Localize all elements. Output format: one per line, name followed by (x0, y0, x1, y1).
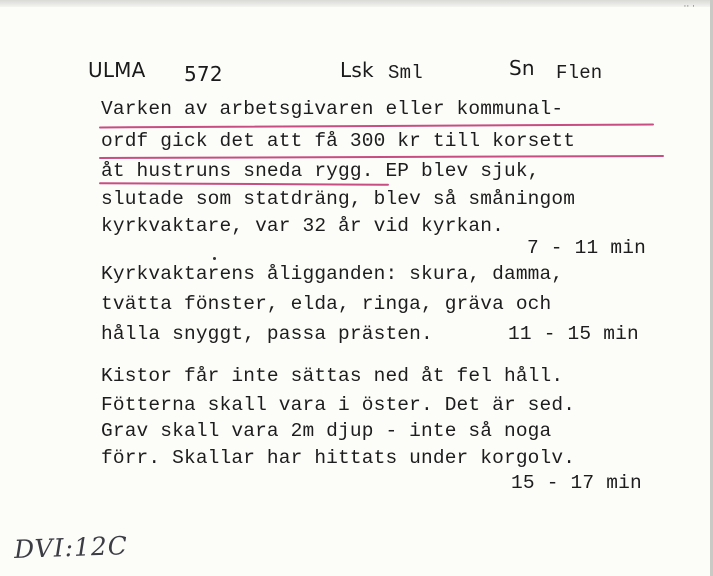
top-right-mark: ·· · (683, 2, 695, 12)
red-underline-2 (99, 155, 664, 159)
landskap-label: Lsk (340, 58, 374, 82)
handwritten-reference: DVI:12C (13, 531, 129, 564)
text-line-11: Grav skall vara 2m djup - inte så noga (101, 420, 552, 442)
stray-dot (213, 257, 216, 260)
text-line-10: Fötterna skall vara i öster. Det är sed. (101, 394, 576, 416)
landskap-value: Sml (388, 62, 423, 84)
text-line-8: hålla snyggt, passa prästen. (101, 323, 433, 345)
socken-value: Flen (556, 62, 603, 84)
card-top-edge (0, 0, 713, 7)
time-range-1: 7 - 11 min (527, 237, 647, 259)
time-range-2: 11 - 15 min (508, 323, 639, 345)
red-underline-3 (99, 182, 389, 186)
time-range-3: 15 - 17 min (511, 472, 642, 494)
text-line-5: kyrkvaktare, var 32 år vid kyrkan. (101, 215, 504, 237)
text-line-3: åt hustruns sneda rygg. EP blev sjuk, (101, 160, 540, 182)
archive-number: 572 (184, 62, 223, 86)
text-line-12: förr. Skallar har hittats under korgolv. (101, 447, 576, 469)
text-line-6: Kyrkvaktarens åligganden: skura, damma, (101, 263, 564, 285)
text-line-9: Kistor får inte sättas ned åt fel håll. (101, 365, 564, 387)
text-line-1: Varken av arbetsgivaren eller kommunal- (101, 98, 564, 120)
red-underline-1 (99, 124, 654, 129)
text-line-4: slutade som statdräng, blev så småningom (101, 188, 576, 210)
text-line-2: ordf gick det att få 300 kr till korsett (101, 130, 576, 152)
archive-code: ULMA (88, 58, 146, 82)
socken-label: Sn (509, 56, 535, 80)
text-line-7: tvätta fönster, elda, ringa, gräva och (101, 293, 552, 315)
